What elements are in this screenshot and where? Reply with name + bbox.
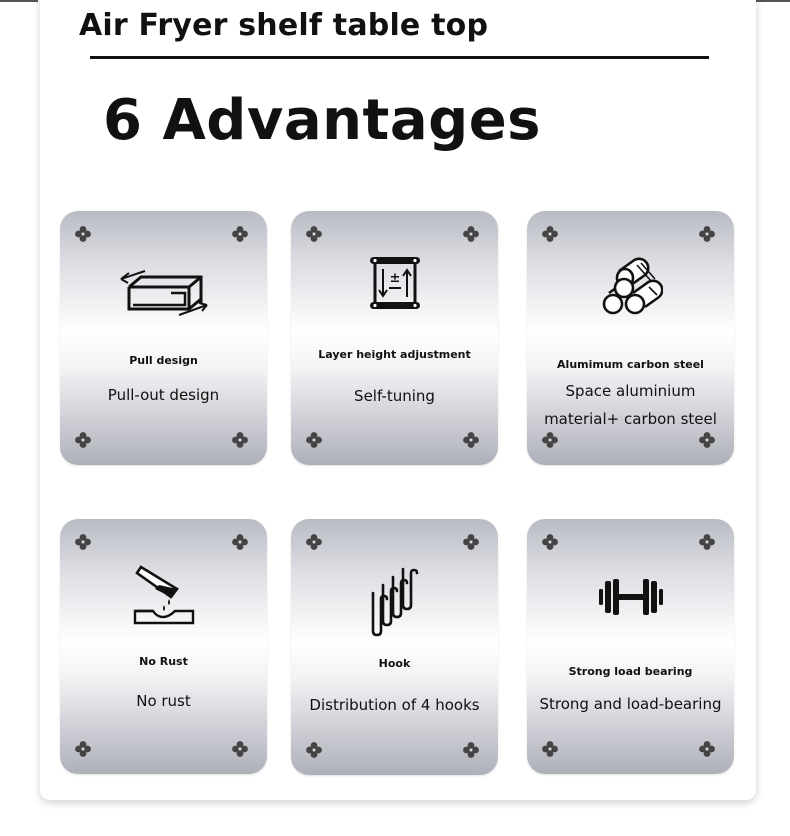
screw-icon — [305, 741, 323, 759]
steel-pipes-icon — [599, 257, 663, 323]
dumbbell-icon — [597, 577, 665, 617]
screw-icon — [541, 431, 559, 449]
card-description: Pull-out design — [107, 386, 220, 404]
screw-icon — [74, 225, 92, 243]
screw-icon — [462, 225, 480, 243]
card-label: Pull design — [129, 354, 198, 367]
layer-height-icon — [368, 255, 422, 313]
screw-icon — [462, 741, 480, 759]
card-description: Distribution of 4 hooks — [309, 696, 480, 714]
screw-icon — [74, 740, 92, 758]
advantage-card-pull-design — [60, 211, 267, 465]
screw-icon — [541, 533, 559, 551]
screw-icon — [231, 431, 249, 449]
screw-icon — [462, 533, 480, 551]
screw-icon — [305, 533, 323, 551]
screw-icon — [462, 431, 480, 449]
title-underline — [90, 56, 709, 59]
screw-icon — [541, 225, 559, 243]
screw-icon — [74, 431, 92, 449]
card-description: Strong and load-bearing — [539, 695, 722, 713]
advantage-card-no-rust — [60, 519, 267, 774]
card-label: Layer height adjustment — [318, 348, 471, 361]
top-edge-line-right — [756, 0, 790, 2]
screw-icon — [305, 225, 323, 243]
screw-icon — [305, 431, 323, 449]
card-label: Alumimum carbon steel — [557, 358, 704, 371]
screw-icon — [541, 740, 559, 758]
screw-icon — [698, 225, 716, 243]
card-label: Strong load bearing — [568, 665, 693, 678]
card-description: Self-tuning — [354, 387, 435, 405]
advantage-card-steel — [527, 211, 734, 465]
screw-icon — [74, 533, 92, 551]
card-description: Space aluminium material+ carbon steel — [544, 382, 717, 428]
card-label: Hook — [378, 657, 411, 670]
card-description: No rust — [136, 692, 191, 710]
screw-icon — [698, 740, 716, 758]
advantage-card-load-bearing — [527, 519, 734, 774]
screw-icon — [231, 533, 249, 551]
top-edge-line-left — [0, 0, 38, 2]
svg-text:±: ± — [389, 271, 400, 286]
no-rust-icon — [131, 565, 197, 627]
screw-icon — [231, 225, 249, 243]
advantage-card-hook — [291, 519, 498, 775]
headline: 6 Advantages — [103, 88, 542, 153]
hook-icon — [365, 563, 425, 637]
advantage-card-layer-height — [291, 211, 498, 465]
pull-drawer-icon — [119, 267, 209, 317]
screw-icon — [231, 740, 249, 758]
screw-icon — [698, 431, 716, 449]
screw-icon — [698, 533, 716, 551]
page-title: Air Fryer shelf table top — [79, 8, 489, 43]
card-label: No Rust — [139, 655, 188, 668]
